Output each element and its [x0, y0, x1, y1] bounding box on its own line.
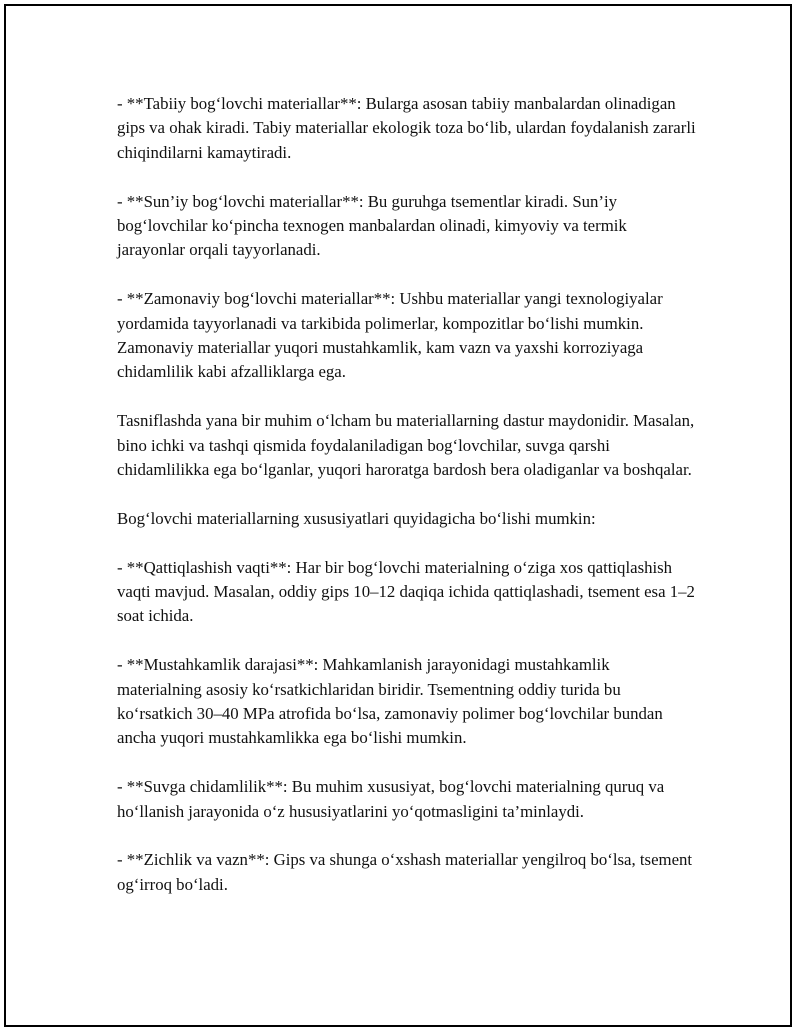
paragraph-artificial-binders: - **Sun’iy bog‘lovchi materiallar**: Bu guruhga tsementlar kiradi. Sun’iy bog‘lovchilar ko‘pincha texnogen manbalardan olinadi, kimyoviy va termik jarayonlar orqali tayyorlanadi.	[117, 191, 627, 260]
paragraph-strength: - **Mustahkamlik darajasi**: Mahkamlanish jarayonidagi mustahkamlik materialning asosiy ko‘rsatkichlaridan biridir. Tsementning oddiy turida bu ko‘rsatkich 30–40 MPa atrofida bo‘lsa, zamonaviy polimer bog‘lovchilar bundan ancha yuqori mustahkamlikka ega bo‘lishi mumkin.	[117, 655, 663, 748]
paragraph-water-resistance: - **Suvga chidamlilik**: Bu muhim xususiyat, bog‘lovchi materialning quruq va ho‘llanish jarayonida o‘z hususiyatlarini yo‘qotmasligini ta’minlaydi.	[117, 777, 665, 821]
paragraph-classification: Tasniflashda yana bir muhim o‘lcham bu materiallarning dastur maydonidir. Masalan, bino ichki va tashqi qismida foydalaniladigan bog‘lovchilar, suvga qarshi chidamlilikka ega bo‘lganlar, yuqori haroratga bardosh bera oladiganlar va boshqalar.	[117, 411, 695, 480]
document-body	[117, 92, 697, 922]
paragraph-density: - **Zichlik va vazn**: Gips va shunga o‘xshash materiallar yengilroq bo‘lsa, tsement og‘irroq bo‘ladi.	[117, 850, 693, 894]
paragraph-setting-time: - **Qattiqlashish vaqti**: Har bir bog‘lovchi materialning o‘ziga xos qattiqlashish vaqti mavjud. Masalan, oddiy gips 10–12 daqiqa ichida qattiqlashadi, tsement esa 1–2 soat ichida.	[117, 557, 695, 626]
paragraph-properties-intro: Bog‘lovchi materiallarning xususiyatlari quyidagicha bo‘lishi mumkin:	[117, 508, 596, 528]
paragraph-natural-binders: - **Tabiiy bog‘lovchi materiallar**: Bularga asosan tabiiy manbalardan olinadigan gips va ohak kiradi. Tabiy materiallar ekologik toza bo‘lib, ulardan foydalanish zararli chiqindilarni kamaytiradi.	[117, 94, 696, 162]
paragraph-modern-binders: - **Zamonaviy bog‘lovchi materiallar**: Ushbu materiallar yangi texnologiyalar yordamida tayyorlanadi va tarkibida polimerlar, kompozitlar bo‘lishi mumkin. Zamonaviy materiallar yuqori mustahkamlik, kam vazn va yaxshi korroziyaga chidamlilik kabi afzalliklarga ega.	[117, 289, 663, 382]
